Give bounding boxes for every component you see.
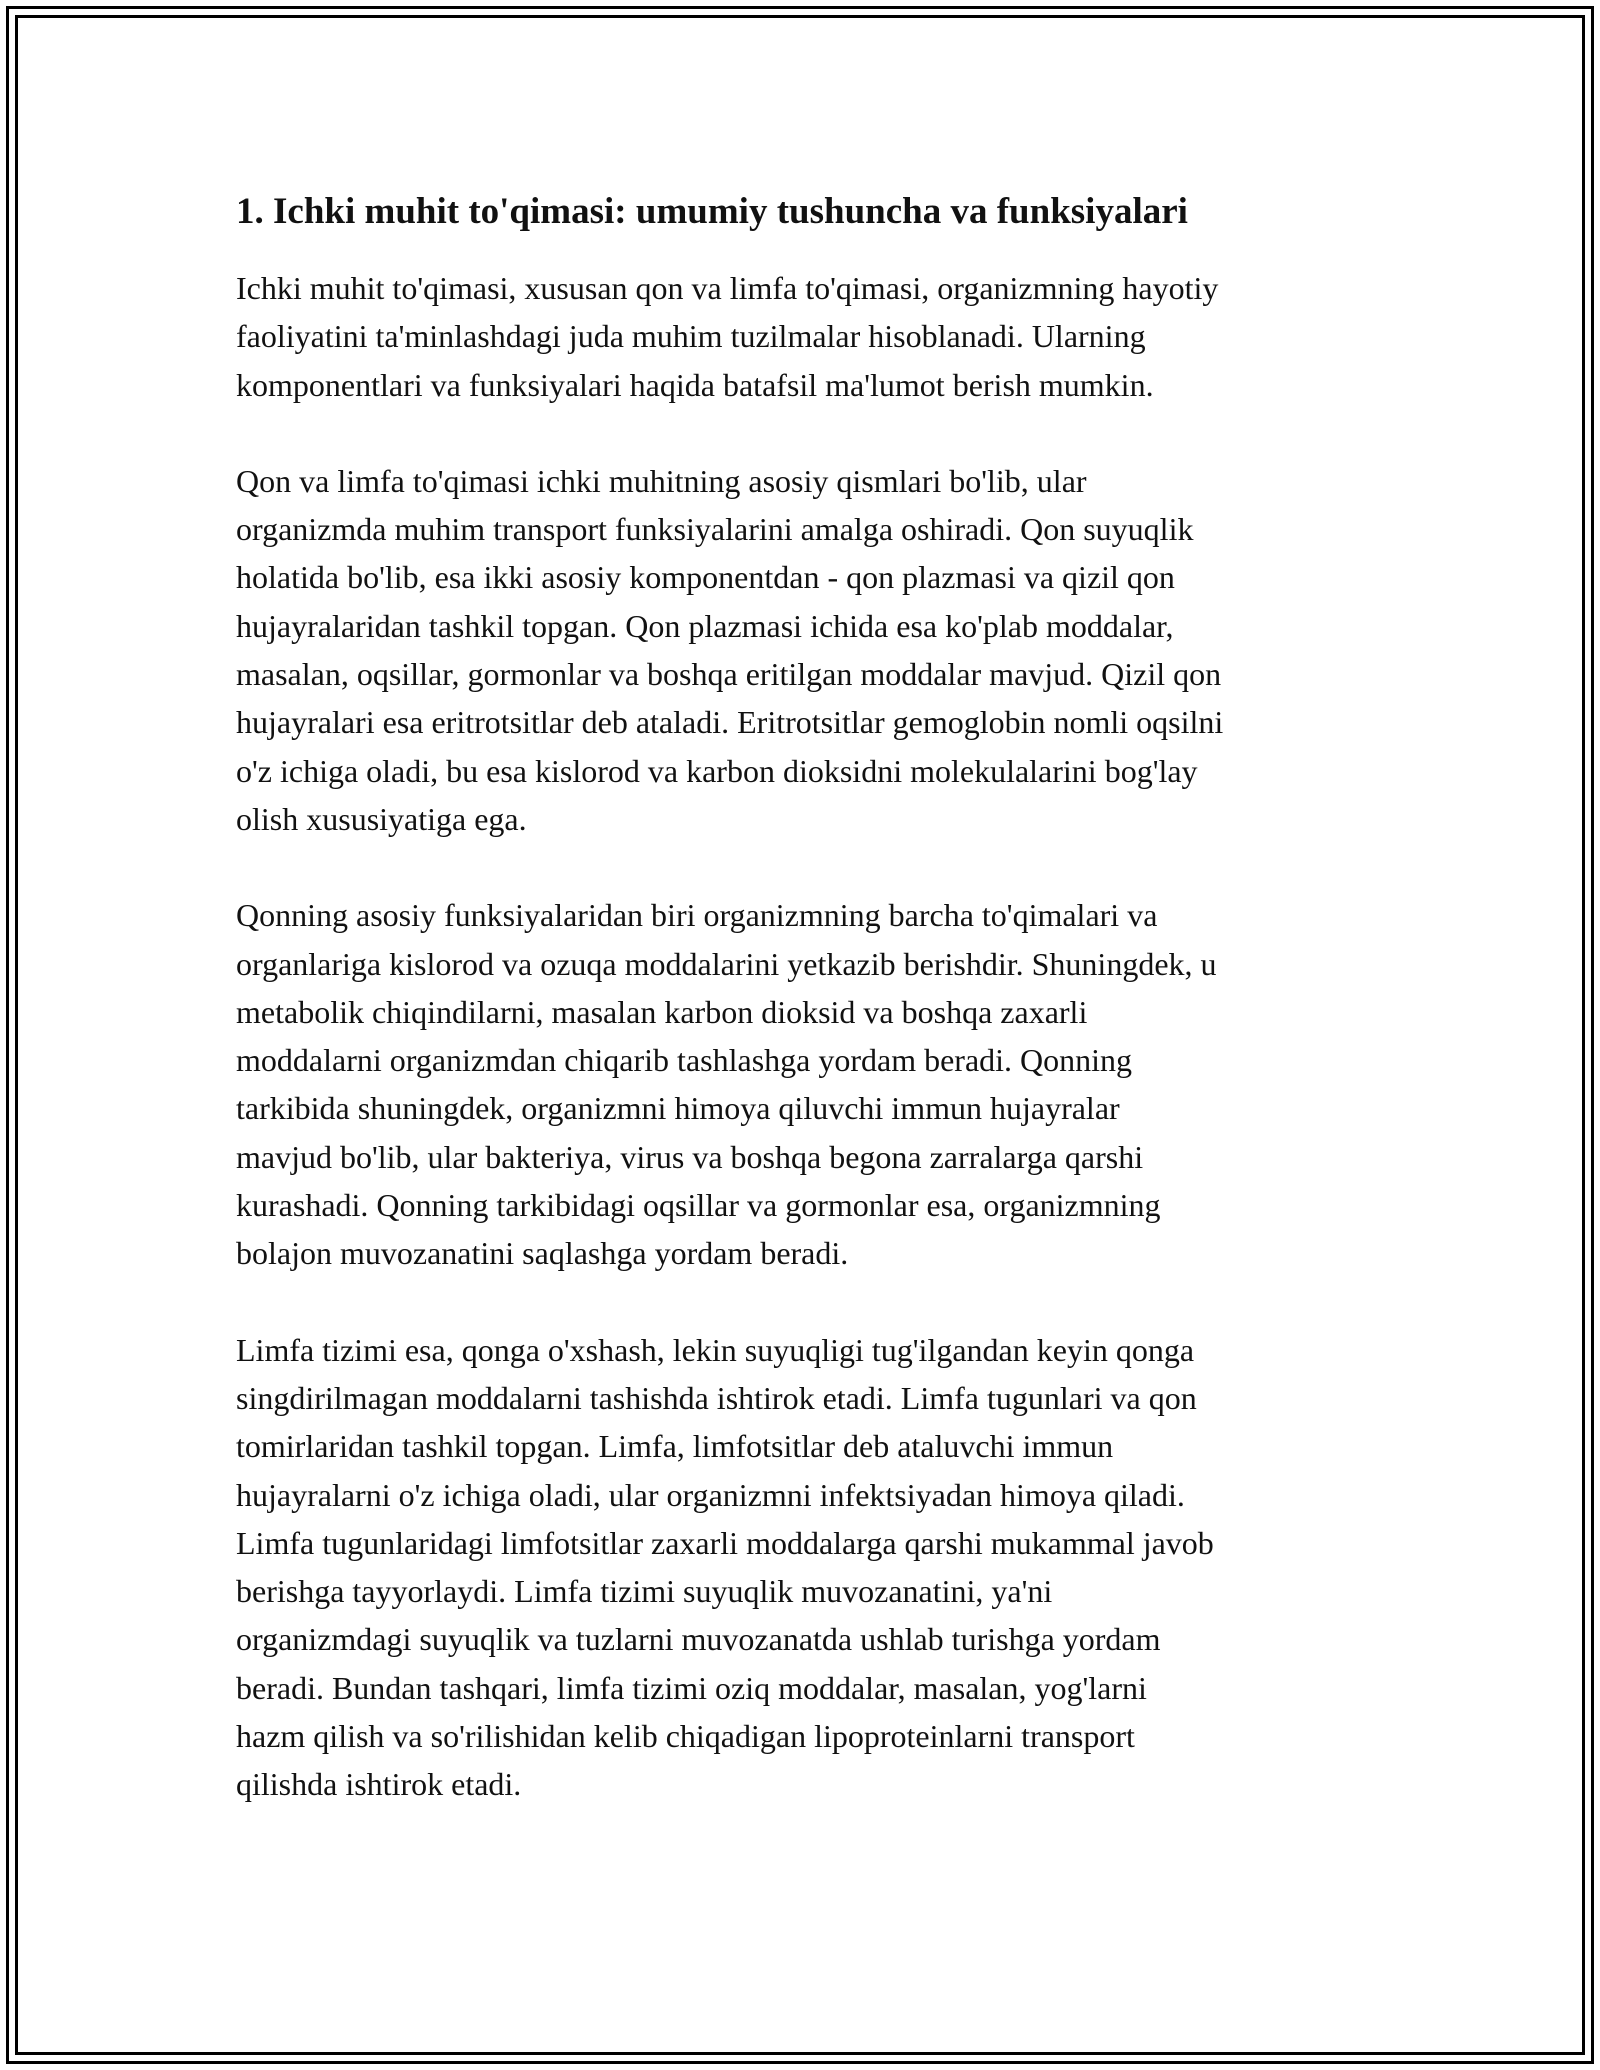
paragraph-blood-composition: Qon va limfa to'qimasi ichki muhitning asosiy qismlari bo'lib, ular organizmda muhim transport funksiyalarini amalga oshiradi. Qon suyuqlik holatida bo'lib, esa ikki asosiy komponentdan - qon plazmasi va qizil qon hujayralaridan tashkil topgan. Qon plazmasi ichida esa ko'plab moddalar, masalan, oqsillar, gormonlar va boshqa eritilgan moddalar mavjud. Qizil qon hujayralari esa eritrotsitlar deb ataladi. Eritrotsitlar gemoglobin nomli oqsilni o'z ichiga oladi, bu esa kislorod va karbon dioksidni molekulalarini bog'lay olish xususiyatiga ega. [236, 462, 1224, 837]
section-heading: 1. Ichki muhit to'qimasi: umumiy tushuncha va funksiyalari [236, 191, 1188, 232]
paragraph-blood-functions: Qonning asosiy funksiyalaridan biri organizmning barcha to'qimalari va organlariga kislorod va ozuqa moddalarini yetkazib berishdir. Shuningdek, u metabolik chiqindilarni, masalan karbon dioksid va boshqa zaxarli moddalarni organizmdan chiqarib tashlashga yordam beradi. Qonning tarkibida shuningdek, organizmni himoya qiluvchi immun hujayralar mavjud bo'lib, ular bakteriya, virus va boshqa begona zarralarga qarshi kurashadi. Qonning tarkibidagi oqsillar va gormonlar esa, organizmning bolajon muvozanatini saqlashga yordam beradi. [236, 897, 1217, 1272]
paragraph-intro: Ichki muhit to'qimasi, xususan qon va limfa to'qimasi, organizmning hayotiy faoliyatini ta'minlashdagi juda muhim tuzilmalar hisoblanadi. Ularning komponentlari va funksiyalari haqida batafsil ma'lumot berish mumkin. [236, 270, 1219, 403]
paragraph-lymph-system: Limfa tizimi esa, qonga o'xshash, lekin suyuqligi tug'ilgandan keyin qonga singdirilmagan moddalarni tashishda ishtirok etadi. Limfa tugunlari va qon tomirlaridan tashkil topgan. Limfa, limfotsitlar deb ataluvchi immun hujayralarni o'z ichiga oladi, ular organizmni infektsiyadan himoya qiladi. Limfa tugunlaridagi limfotsitlar zaxarli moddalarga qarshi mukammal javob berishga tayyorlaydi. Limfa tizimi suyuqlik muvozanatini, ya'ni organizmdagi suyuqlik va tuzlarni muvozanatda ushlab turishga yordam beradi. Bundan tashqari, limfa tizimi oziq moddalar, masalan, yog'larni hazm qilish va so'rilishidan kelib chiqadigan lipoproteinlarni transport qilishda ishtirok etadi. [236, 1331, 1214, 1803]
document-page [236, 188, 1376, 1857]
